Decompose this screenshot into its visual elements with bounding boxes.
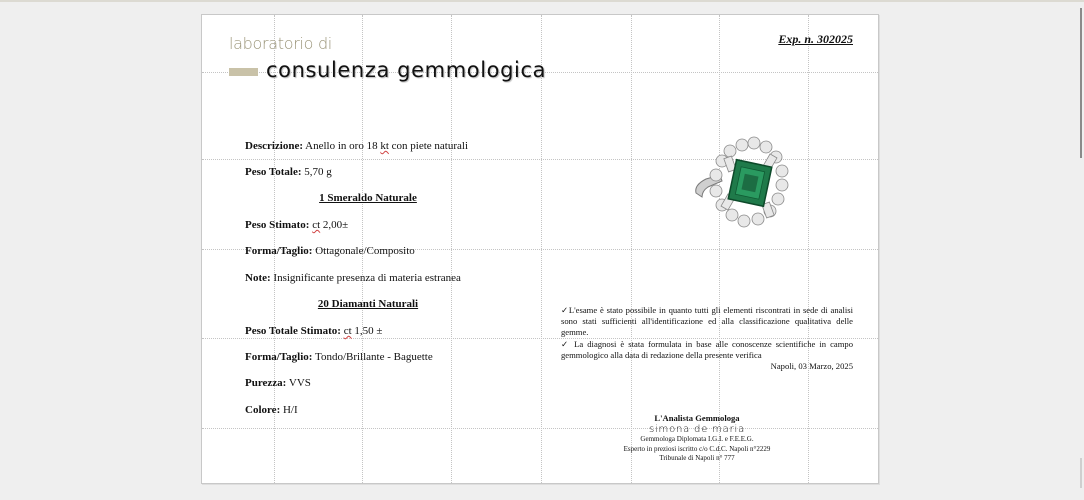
- field-label: Descrizione:: [245, 140, 304, 152]
- field-value: 2,00±: [320, 219, 349, 231]
- field-purezza: [245, 377, 311, 389]
- signature-credential-1: Gemmologa Diplomata I.G.I. e F.E.E.G.: [640, 435, 754, 443]
- field-value: con piete naturali: [388, 140, 469, 152]
- field-label: Peso Totale Stimato:: [245, 325, 341, 337]
- section-title-diamonds: 20 Diamanti Naturali: [317, 298, 419, 310]
- field-label: Peso Stimato:: [245, 219, 310, 231]
- field-label: Purezza:: [245, 377, 287, 389]
- field-label: Colore:: [245, 404, 281, 416]
- signature-credential-3: Tribunale di Napoli n° 777: [659, 454, 735, 462]
- section-title-emerald: 1 Smeraldo Naturale: [319, 192, 417, 204]
- field-colore: [245, 404, 298, 416]
- field-label: Peso Totale:: [245, 166, 302, 178]
- document-page: [201, 14, 879, 484]
- note-2: ✓ La diagnosi è stata formulata in base alle conoscenze scientifiche in campo gemmologico alla data di redazione della presente verifica: [561, 338, 853, 360]
- notes-block: [561, 305, 853, 372]
- window-top-border: [0, 0, 1084, 2]
- field-note: [245, 272, 461, 284]
- field-value: Insignificante presenza di materia estranea: [270, 272, 461, 284]
- field-value: 1,50 ±: [351, 325, 383, 337]
- field-descrizione: [245, 140, 468, 152]
- field-value: H/I: [280, 404, 298, 416]
- exp-number: Exp. n. 302025: [778, 32, 853, 46]
- issue-date: Napoli, 03 Marzo, 2025: [770, 361, 853, 372]
- spellcheck-word: ct: [343, 325, 352, 337]
- logo-line1: laboratorio di: [229, 34, 332, 53]
- note-1: ✓L'esame è stato possibile in quanto tutti gli elementi riscontrati in sede di analisi sono stati sufficienti all'identificazione ed alla classificazione qualitativa delle gemme.: [561, 305, 853, 338]
- field-value: Anello in oro 18: [303, 140, 381, 152]
- spellcheck-word: ct: [312, 219, 321, 231]
- field-peso-totale: [245, 166, 332, 178]
- signature-credential-2: Esperto in preziosi iscritto c/o C.d.C. Napoli n°2229: [623, 444, 771, 453]
- spellcheck-word: kt: [380, 140, 389, 152]
- vertical-scrollbar-thumb[interactable]: [1080, 8, 1082, 158]
- field-forma-taglio-emerald: [245, 245, 415, 257]
- logo-bar: [229, 68, 258, 76]
- signature-name: simona de maria: [648, 424, 746, 435]
- field-label: Note:: [245, 272, 271, 284]
- field-label: Forma/Taglio:: [245, 351, 313, 363]
- field-value: VVS: [286, 377, 311, 389]
- field-value: Tondo/Brillante - Baguette: [312, 351, 433, 363]
- logo-line2: consulenza gemmologica: [266, 58, 547, 82]
- field-value: Ottagonale/Composito: [312, 245, 415, 257]
- vertical-scrollbar-track-end[interactable]: [1080, 458, 1082, 488]
- field-forma-taglio-diamonds: [245, 351, 433, 363]
- field-peso-stimato: [245, 219, 348, 231]
- field-label: Forma/Taglio:: [245, 245, 313, 257]
- field-peso-totale-stimato: [245, 325, 382, 337]
- signature-block: [597, 413, 797, 464]
- signature-title: L'Analista Gemmologa: [654, 413, 740, 423]
- ring-photo: [690, 135, 790, 230]
- field-value: 5,70 g: [301, 166, 332, 178]
